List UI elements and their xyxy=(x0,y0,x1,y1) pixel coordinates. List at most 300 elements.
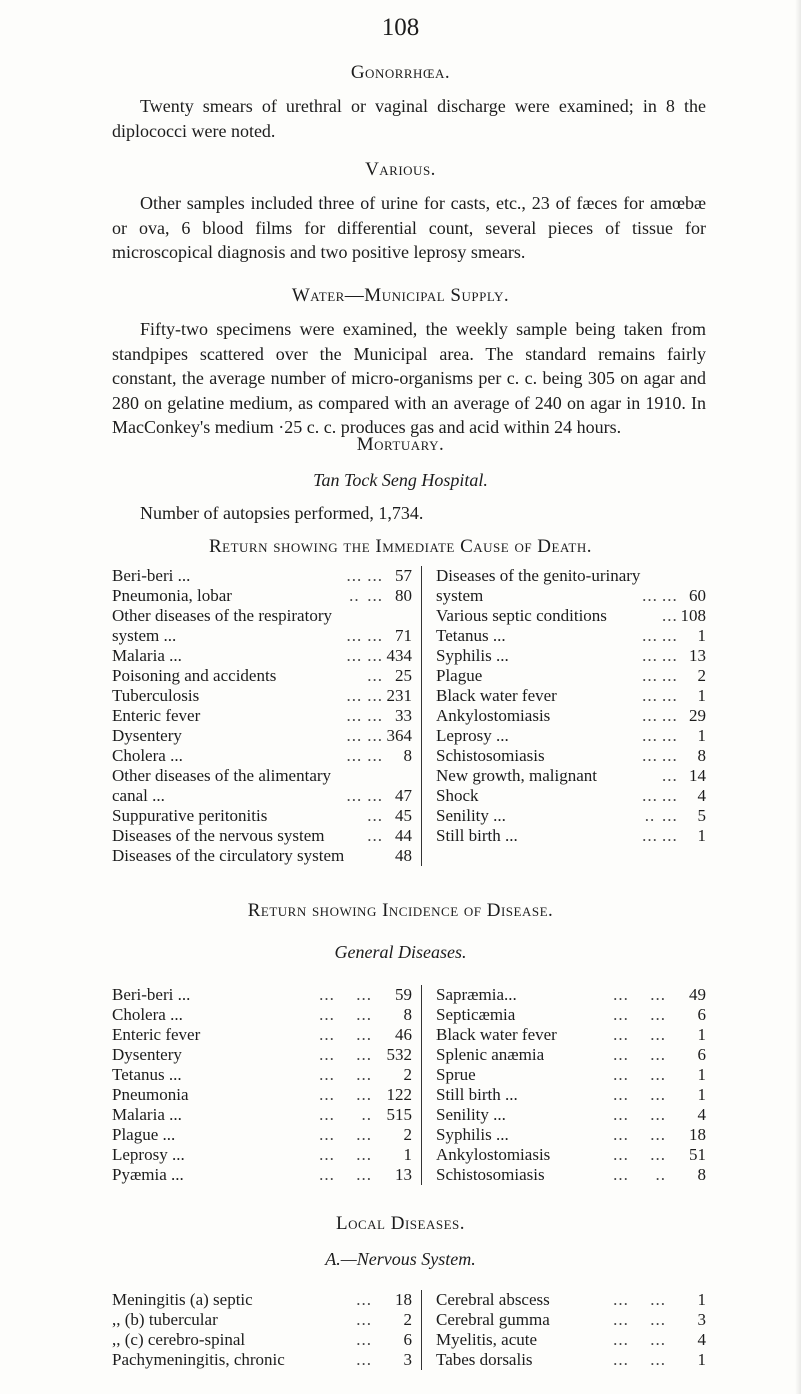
table-row xyxy=(112,706,412,726)
table-row xyxy=(436,1145,706,1165)
table-row xyxy=(436,566,706,586)
row-leader: ... xyxy=(367,626,384,645)
row-value: 8 xyxy=(403,746,412,765)
row-leader: ... xyxy=(650,1350,666,1369)
row-label: Cholera ... xyxy=(112,1005,183,1024)
row-leader: ... xyxy=(642,666,658,685)
row-value: 8 xyxy=(697,1165,706,1184)
row-leader: ... xyxy=(613,1310,629,1329)
row-label: Suppurative peritonitis xyxy=(112,806,268,825)
row-leader: ... xyxy=(367,646,384,665)
row-leader: .. xyxy=(655,1165,666,1184)
table-row xyxy=(112,766,412,786)
row-leader: ... xyxy=(642,706,658,725)
row-value: 29 xyxy=(689,706,706,725)
row-value: 1 xyxy=(697,726,706,745)
row-leader: ... xyxy=(367,726,384,745)
row-label: Malaria ... xyxy=(112,646,182,665)
row-leader: ... xyxy=(356,1310,372,1329)
row-leader: ... xyxy=(346,746,363,765)
row-leader: ... xyxy=(642,626,658,645)
row-leader: ... xyxy=(613,1005,629,1024)
table-row xyxy=(436,1005,706,1025)
row-leader xyxy=(344,806,364,826)
table-row xyxy=(436,1330,706,1350)
row-label: Still birth ... xyxy=(436,826,518,845)
cause-of-death-table-right xyxy=(436,566,706,846)
row-leader: ... xyxy=(367,566,384,585)
row-label: Septicæmia xyxy=(436,1005,516,1024)
row-label: Leprosy ... xyxy=(112,1145,185,1164)
table-row xyxy=(436,726,706,746)
row-value: 4 xyxy=(697,786,706,805)
row-leader: ... xyxy=(613,1065,629,1084)
row-value: 48 xyxy=(395,846,412,865)
row-leader: ... xyxy=(661,826,678,845)
table-row xyxy=(112,1125,412,1145)
row-value: 6 xyxy=(697,1005,706,1024)
table-row xyxy=(112,1145,412,1165)
row-leader: ... xyxy=(367,666,384,685)
general-diseases-table-left xyxy=(112,985,412,1185)
table-row xyxy=(436,666,706,686)
general-diseases-heading: General Diseases. xyxy=(334,942,467,962)
page-edge-shadow xyxy=(795,0,801,1394)
row-leader xyxy=(344,826,364,846)
row-label: Black water fever xyxy=(436,1025,557,1044)
row-leader: ... xyxy=(319,1045,335,1064)
row-value: 1 xyxy=(697,1290,706,1309)
row-leader: ... xyxy=(346,726,363,745)
row-label: Malaria ... xyxy=(112,1105,182,1124)
row-value: 122 xyxy=(386,1085,412,1104)
row-label: Pachymeningitis, chronic xyxy=(112,1350,285,1369)
row-label: New growth, malignant xyxy=(436,766,597,785)
table-row xyxy=(112,1005,412,1025)
row-value: 18 xyxy=(395,1290,412,1309)
table-row xyxy=(112,1310,412,1330)
row-leader: ... xyxy=(613,985,629,1004)
row-value: 1 xyxy=(697,1350,706,1369)
row-leader xyxy=(640,766,659,786)
row-leader: ... xyxy=(319,1125,335,1144)
row-label: Pyæmia ... xyxy=(112,1165,184,1184)
row-leader: ... xyxy=(613,1105,629,1124)
row-label: Tabes dorsalis xyxy=(436,1350,533,1369)
row-leader: ... xyxy=(642,586,658,605)
row-leader: ... xyxy=(613,1045,629,1064)
row-leader: ... xyxy=(319,1105,335,1124)
table-row xyxy=(112,826,412,846)
row-label: Enteric fever xyxy=(112,1025,201,1044)
row-label: Sapræmia... xyxy=(436,985,517,1004)
row-label: ,, (b) tubercular xyxy=(112,1310,218,1329)
row-leader: ... xyxy=(661,706,678,725)
row-leader xyxy=(310,1290,344,1310)
row-value xyxy=(383,766,412,786)
row-label: system ... xyxy=(112,626,177,645)
gonorrhoea-heading: Gonorrhœa. xyxy=(350,62,451,83)
table-row xyxy=(112,566,412,586)
row-leader: ... xyxy=(356,1145,372,1164)
row-value: 364 xyxy=(386,726,412,745)
row-leader: ... xyxy=(650,1045,666,1064)
row-leader: ... xyxy=(650,1310,666,1329)
row-value: 1 xyxy=(697,826,706,845)
row-label: Schistosomiasis xyxy=(436,746,545,765)
row-leader: ... xyxy=(613,1165,629,1184)
row-leader: ... xyxy=(661,586,678,605)
immediate-cause-heading: Return showing the Immediate Cause of Death. xyxy=(208,536,592,557)
row-leader: ... xyxy=(650,1025,666,1044)
row-leader: ... xyxy=(650,1005,666,1024)
table-row xyxy=(436,1350,706,1370)
page-number: 108 xyxy=(381,14,420,41)
row-label: Still birth ... xyxy=(436,1085,518,1104)
row-value: 4 xyxy=(697,1105,706,1124)
table-row xyxy=(112,1025,412,1045)
table-row xyxy=(112,1165,412,1185)
row-leader: ... xyxy=(346,686,363,705)
row-value: 57 xyxy=(395,566,412,585)
row-leader xyxy=(640,566,659,586)
row-leader: ... xyxy=(367,746,384,765)
row-label: Tuberculosis xyxy=(112,686,200,705)
row-leader: ... xyxy=(650,1125,666,1144)
row-value xyxy=(383,606,412,626)
row-leader: ... xyxy=(356,1165,372,1184)
row-label: Pneumonia, lobar xyxy=(112,586,232,605)
table-row xyxy=(112,746,412,766)
row-value: 46 xyxy=(395,1025,412,1044)
row-label: Tetanus ... xyxy=(436,626,506,645)
row-value: 59 xyxy=(395,985,412,1004)
row-leader: ... xyxy=(356,1350,372,1369)
table-row xyxy=(112,1065,412,1085)
row-label: Leprosy ... xyxy=(436,726,509,745)
row-leader: ... xyxy=(613,1125,629,1144)
row-leader: ... xyxy=(642,686,658,705)
row-label: Other diseases of the alimentary xyxy=(112,766,332,785)
table-row xyxy=(436,646,706,666)
row-leader: ... xyxy=(367,806,384,825)
row-leader: ... xyxy=(642,726,658,745)
table-row xyxy=(436,1310,706,1330)
table-row xyxy=(112,586,412,606)
column-divider xyxy=(421,1290,422,1370)
row-value xyxy=(678,566,706,586)
row-leader: ... xyxy=(356,1125,372,1144)
row-leader: ... xyxy=(356,1005,372,1024)
row-leader: ... xyxy=(346,646,363,665)
row-leader xyxy=(310,1310,344,1330)
row-value: 2 xyxy=(403,1125,412,1144)
row-label: Various septic conditions xyxy=(436,606,607,625)
row-leader: ... xyxy=(356,1085,372,1104)
column-divider xyxy=(421,985,422,1185)
row-leader xyxy=(364,846,383,866)
table-row xyxy=(112,806,412,826)
row-leader xyxy=(660,566,678,586)
row-label: Diseases of the circulatory system xyxy=(112,846,345,865)
row-value: 80 xyxy=(395,586,412,605)
row-leader: ... xyxy=(319,1085,335,1104)
table-row xyxy=(112,1105,412,1125)
table-row xyxy=(112,626,412,646)
row-leader: ... xyxy=(613,1145,629,1164)
row-value: 2 xyxy=(403,1310,412,1329)
row-label: Meningitis (a) septic xyxy=(112,1290,253,1309)
row-value: 3 xyxy=(403,1350,412,1369)
row-leader: ... xyxy=(613,1290,629,1309)
row-label: canal ... xyxy=(112,786,165,805)
row-leader: ... xyxy=(613,1330,629,1349)
row-label: Poisoning and accidents xyxy=(112,666,277,685)
row-leader: ... xyxy=(356,1025,372,1044)
table-row xyxy=(112,1350,412,1370)
row-leader: ... xyxy=(661,686,678,705)
row-leader: ... xyxy=(642,826,658,845)
row-label: Tetanus ... xyxy=(112,1065,182,1084)
table-row xyxy=(436,1045,706,1065)
row-value: 5 xyxy=(697,806,706,825)
row-label: Other diseases of the respiratory xyxy=(112,606,332,625)
row-leader: ... xyxy=(650,1065,666,1084)
row-label: Beri-beri ... xyxy=(112,566,191,585)
row-value: 18 xyxy=(689,1125,706,1144)
water-heading: Water—Municipal Supply. xyxy=(291,285,510,306)
row-leader: ... xyxy=(367,686,384,705)
table-row xyxy=(112,1330,412,1350)
row-leader: ... xyxy=(367,706,384,725)
row-value: 108 xyxy=(680,606,706,625)
row-leader: ... xyxy=(661,646,678,665)
row-leader xyxy=(364,606,383,626)
table-row xyxy=(436,1125,706,1145)
row-value: 71 xyxy=(395,626,412,645)
nervous-system-table-right xyxy=(436,1290,706,1370)
row-leader: ... xyxy=(319,1065,335,1084)
row-leader: ... xyxy=(613,1350,629,1369)
row-value: 13 xyxy=(689,646,706,665)
row-value: 1 xyxy=(697,1085,706,1104)
table-row xyxy=(436,1165,706,1185)
row-value: 60 xyxy=(689,586,706,605)
row-leader: ... xyxy=(613,1025,629,1044)
row-leader: ... xyxy=(661,726,678,745)
row-value: 2 xyxy=(403,1065,412,1084)
column-divider xyxy=(421,566,422,866)
row-leader: ... xyxy=(367,826,384,845)
table-row xyxy=(112,666,412,686)
row-value: 1 xyxy=(697,1065,706,1084)
row-label: Syphilis ... xyxy=(436,646,509,665)
row-leader: .. xyxy=(361,1105,372,1124)
table-row xyxy=(112,646,412,666)
row-value: 8 xyxy=(697,746,706,765)
row-leader: ... xyxy=(346,626,363,645)
row-value: 3 xyxy=(697,1310,706,1329)
row-leader: ... xyxy=(650,1330,666,1349)
row-value: 6 xyxy=(403,1330,412,1349)
row-leader: ... xyxy=(319,1005,335,1024)
row-leader xyxy=(344,766,364,786)
local-diseases-heading: Local Diseases. xyxy=(335,1213,465,1234)
row-label: Sprue xyxy=(436,1065,476,1084)
row-value: 1 xyxy=(697,1025,706,1044)
table-row xyxy=(436,686,706,706)
row-leader: ... xyxy=(319,1165,335,1184)
row-label: Myelitis, acute xyxy=(436,1330,538,1349)
row-leader: ... xyxy=(650,1145,666,1164)
row-value: 532 xyxy=(386,1045,412,1064)
row-leader xyxy=(310,1350,344,1370)
table-row xyxy=(112,1085,412,1105)
row-label: Pneumonia xyxy=(112,1085,189,1104)
nervous-system-heading: A.—Nervous System. xyxy=(325,1249,476,1269)
table-row xyxy=(436,826,706,846)
row-leader: ... xyxy=(356,1290,372,1309)
row-label: Ankylostomiasis xyxy=(436,706,551,725)
table-row xyxy=(436,806,706,826)
row-leader: ... xyxy=(319,985,335,1004)
row-label: Diseases of the nervous system xyxy=(112,826,325,845)
row-leader: ... xyxy=(642,786,658,805)
row-leader: ... xyxy=(650,1290,666,1309)
row-leader: ... xyxy=(367,586,384,605)
table-row xyxy=(112,606,412,626)
row-leader: ... xyxy=(613,1085,629,1104)
row-leader xyxy=(344,846,364,866)
various-heading: Various. xyxy=(365,159,436,180)
row-value: 47 xyxy=(395,786,412,805)
row-label: Cholera ... xyxy=(112,746,183,765)
row-leader: ... xyxy=(319,1025,335,1044)
row-label: Splenic anæmia xyxy=(436,1045,545,1064)
row-label: Cerebral gumma xyxy=(436,1310,550,1329)
row-value: 45 xyxy=(395,806,412,825)
row-leader xyxy=(310,1330,344,1350)
table-row xyxy=(436,1290,706,1310)
row-leader: ... xyxy=(346,706,363,725)
row-label: Beri-beri ... xyxy=(112,985,191,1004)
row-leader: .. xyxy=(349,586,360,605)
row-label: ,, (c) cerebro-spinal xyxy=(112,1330,246,1349)
table-row xyxy=(112,1290,412,1310)
row-label: Dysentery xyxy=(112,1045,182,1064)
row-leader: ... xyxy=(650,1085,666,1104)
table-row xyxy=(436,1025,706,1045)
row-leader: ... xyxy=(661,806,678,825)
row-value: 6 xyxy=(697,1045,706,1064)
row-label: Enteric fever xyxy=(112,706,201,725)
general-diseases-table-right xyxy=(436,985,706,1185)
row-leader: ... xyxy=(661,626,678,645)
table-row xyxy=(112,786,412,806)
row-value: 2 xyxy=(697,666,706,685)
table-row xyxy=(112,726,412,746)
table-row xyxy=(112,846,412,866)
autopsies-count: Number of autopsies performed, 1,734. xyxy=(140,503,424,523)
table-row xyxy=(436,1105,706,1125)
row-leader: ... xyxy=(642,646,658,665)
row-label: Plague xyxy=(436,666,483,685)
table-row xyxy=(112,1045,412,1065)
row-label: Senility ... xyxy=(436,1105,506,1124)
table-row xyxy=(436,1065,706,1085)
table-row xyxy=(112,985,412,1005)
row-leader: ... xyxy=(367,786,384,805)
water-paragraph: Fifty-two specimens were examined, the weekly sample being taken from standpipes scattered over the Municipal area. The standard remains fairly constant, the average number of micro-organisms per c. c. being 305 on agar and 280 on gelatine medium, as compared with an average of 240 on agar in 1910. In MacConkey's medium ·25 c. c. produces gas and acid within 24 hours. xyxy=(112,319,706,437)
table-row xyxy=(436,626,706,646)
row-leader: ... xyxy=(346,786,363,805)
hospital-name: Tan Tock Seng Hospital. xyxy=(313,470,488,490)
row-value: 1 xyxy=(403,1145,412,1164)
row-leader xyxy=(344,606,364,626)
row-label: Schistosomiasis xyxy=(436,1165,545,1184)
row-leader: ... xyxy=(356,1330,372,1349)
row-leader: ... xyxy=(650,1105,666,1124)
table-row xyxy=(436,985,706,1005)
row-value: 49 xyxy=(689,985,706,1004)
mortuary-heading: Mortuary. xyxy=(356,434,445,455)
gonorrhoea-paragraph: Twenty smears of urethral or vaginal discharge were examined; in 8 the diplococci were noted. xyxy=(112,96,706,141)
row-value: 231 xyxy=(386,686,412,705)
table-row xyxy=(436,766,706,786)
row-value: 44 xyxy=(395,826,412,845)
row-leader: ... xyxy=(661,746,678,765)
row-label: Black water fever xyxy=(436,686,557,705)
row-leader xyxy=(364,766,383,786)
table-row xyxy=(436,606,706,626)
row-leader: ... xyxy=(661,786,678,805)
row-label: Shock xyxy=(436,786,479,805)
row-value: 25 xyxy=(395,666,412,685)
table-row xyxy=(436,1085,706,1105)
row-leader xyxy=(640,606,659,626)
row-value: 515 xyxy=(386,1105,412,1124)
row-label: Syphilis ... xyxy=(436,1125,509,1144)
incidence-heading: Return showing Incidence of Disease. xyxy=(247,900,554,921)
row-value: 51 xyxy=(689,1145,706,1164)
row-leader: ... xyxy=(650,985,666,1004)
row-value: 13 xyxy=(395,1165,412,1184)
row-value: 33 xyxy=(395,706,412,725)
row-label: system xyxy=(436,586,484,605)
row-leader: ... xyxy=(661,606,678,625)
row-leader: ... xyxy=(356,985,372,1004)
table-row xyxy=(112,686,412,706)
row-leader: ... xyxy=(642,746,658,765)
row-leader: ... xyxy=(661,666,678,685)
row-value: 4 xyxy=(697,1330,706,1349)
cause-of-death-table-left xyxy=(112,566,412,866)
various-paragraph: Other samples included three of urine for casts, etc., 23 of fæces for amœbæ or ova, 6 blood films for differential count, several pieces of tissue for microscopical diagnosis and two positive leprosy smears. xyxy=(112,193,706,262)
row-value: 8 xyxy=(403,1005,412,1024)
row-label: Diseases of the genito-urinary xyxy=(436,566,641,585)
row-leader: ... xyxy=(346,566,363,585)
row-label: Plague ... xyxy=(112,1125,176,1144)
row-value: 434 xyxy=(386,646,412,665)
nervous-system-table-left xyxy=(112,1290,412,1370)
row-label: Senility ... xyxy=(436,806,506,825)
row-leader: ... xyxy=(661,766,678,785)
table-row xyxy=(436,746,706,766)
row-label: Ankylostomiasis xyxy=(436,1145,551,1164)
table-row xyxy=(436,786,706,806)
row-leader xyxy=(344,666,364,686)
table-row xyxy=(436,706,706,726)
